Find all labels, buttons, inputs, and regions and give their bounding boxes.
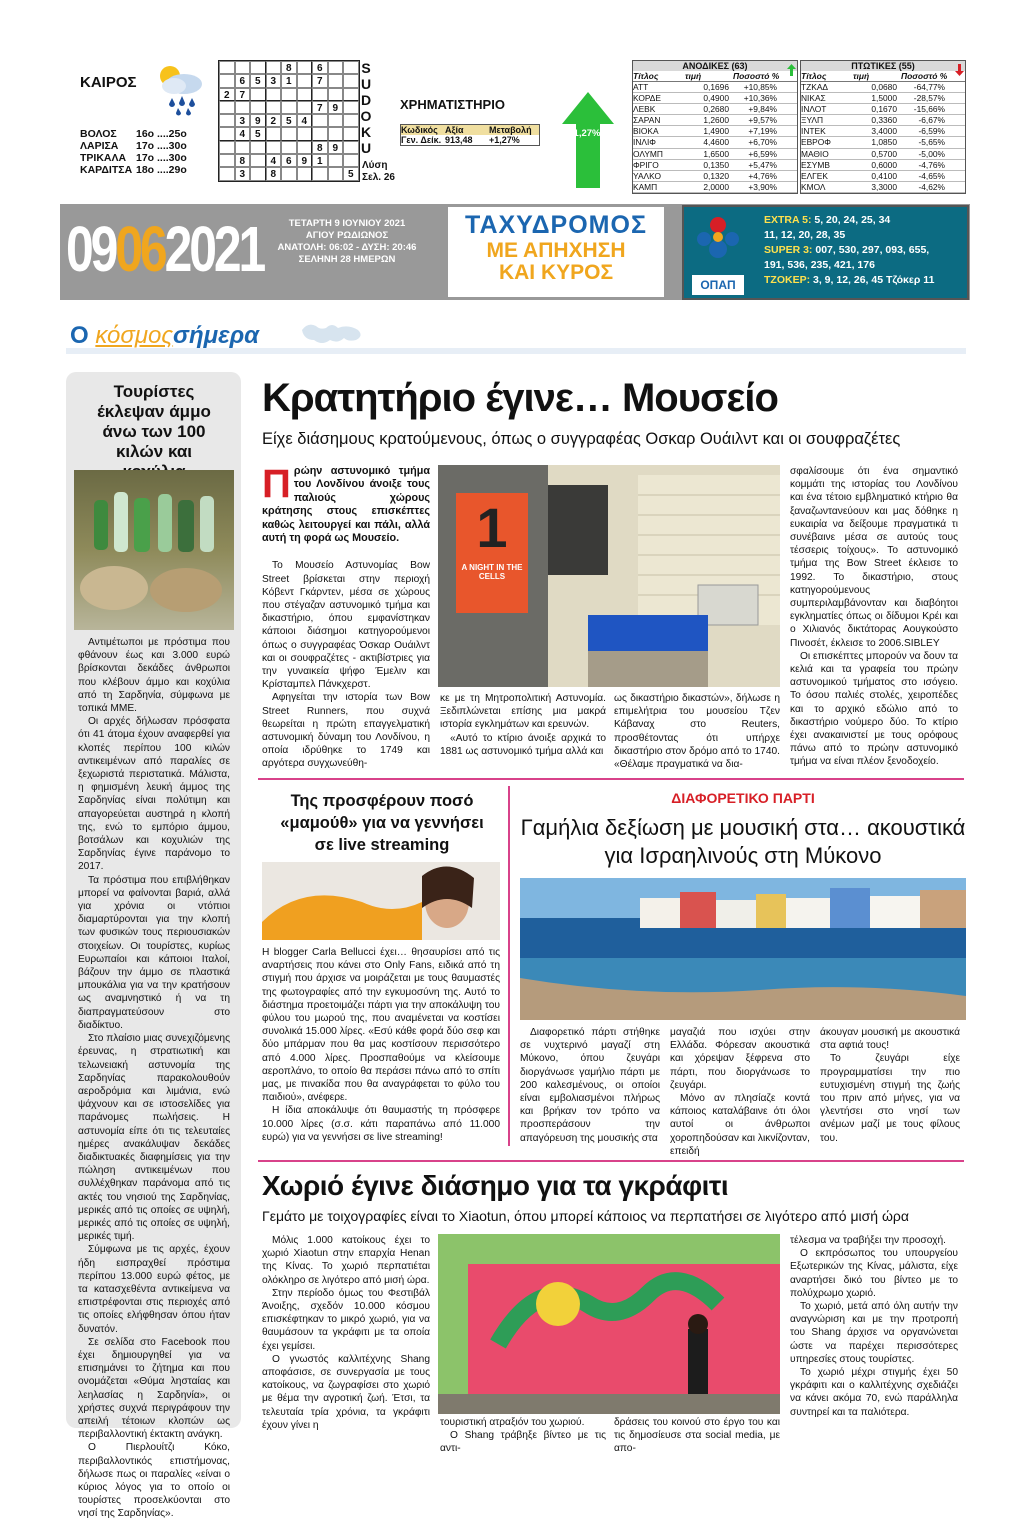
main-subhead: Είχε διάσημους κρατούμενους, όπως ο συγγραφέας Οσκαρ Ουάιλντ και οι σουφραζέτες: [262, 430, 901, 448]
sudoku-cell: 4: [235, 127, 251, 140]
party-col2: μαγαζιά που ισχύει στην Ελλάδα. Φόρεσαν ακουστικά και χόρεψαν ξέφρενα στο πάρτι, που διοργάνωσε το ζευγάρι. Μόνο αν πλησίαζε κοντά κάποιος καταλάβαινε ότι όλοι αυτοί οι άνθρωποι χοροπηδούσαν και λικνίζονταν, επειδή: [670, 1027, 810, 1157]
rising-stock-row: ΦΡΙΓΟ 0,1350 +5,47%: [633, 160, 797, 171]
section-header: Ο κόσμοςσήμερα: [66, 318, 966, 358]
masthead-box: [448, 207, 664, 297]
main-lead: Πρώην αστυνομικό τμήμα του Λονδίνου άνοιξε τους παλιούς χώρους κράτησης στους επισκέπτες καθώς λειτουργεί και πάλι, αλλά αυτή τη φορά ως Μουσείο.: [262, 462, 430, 545]
sudoku-cell: [235, 101, 251, 114]
graffiti-col3: δράσεις του κοινού στο έργο του και τις δημοσίευσε στα social media, με απο-: [614, 1417, 780, 1455]
party-col3: άκουγαν μουσική με ακουστικά στα αφτιά τους! Το ζευγάρι είχε προγραμματίσει την πιο ευτυχισμένη στιγμή της ζωής του πριν από μήνες, για να γλεντήσει στο νησί των ανέμων μαζί με τους φίλους του.: [820, 1027, 960, 1144]
sudoku-cell: 6: [281, 154, 297, 167]
weather-row: ΒΟΛΟΣ 16ο ....25ο: [80, 128, 187, 140]
sudoku-cell: 5: [250, 74, 266, 87]
blogger-title: Της προσφέρουν ποσό «μαμούθ» για να γεννήσει σε live streaming: [280, 792, 484, 854]
sudoku-cell: [281, 127, 297, 140]
sudoku-cell: 3: [266, 74, 282, 87]
sudoku-cell: [343, 127, 359, 140]
sudoku-cell: [266, 88, 282, 101]
sudoku-cell: 8: [266, 167, 282, 180]
blogger-photo: [262, 862, 500, 940]
graffiti-photo: [438, 1234, 780, 1414]
sudoku-cell: [297, 101, 313, 114]
sudoku-solution-ref: Λύση Σελ. 26: [362, 160, 395, 183]
weather-list: [80, 128, 187, 176]
sudoku-cell: [343, 61, 359, 74]
sudoku-cell: [343, 154, 359, 167]
sudoku-cell: [297, 141, 313, 154]
rising-stock-row: ΒΙΟΚΑ 1,4900 +7,19%: [633, 126, 797, 137]
sudoku-cell: 8: [312, 141, 328, 154]
sudoku-cell: [297, 74, 313, 87]
weather-title: ΚΑΙΡΟΣ: [80, 74, 137, 91]
sudoku-cell: [266, 61, 282, 74]
issue-date: 09062021: [66, 213, 264, 285]
sudoku-cell: 2: [266, 114, 282, 127]
rising-stock-row: ΣΑΡΑΝ 1,2600 +9,57%: [633, 115, 797, 126]
opap-logo-icon: [692, 213, 744, 265]
sudoku-cell: [250, 167, 266, 180]
main-col1: Το Μουσείο Αστυνομίας Bow Street βρίσκεται στην περιοχή Κόβεντ Γκάρντεν, μέσα σε χώρους που στέγαζαν αστυνομικό τμήμα και δικαστήριο, όπου εμφανίστηκαν κάποιοι διάσημοι κατηγορούμενοι όπως ο συγγραφέας Όσκαρ Ουάιλντ και οι σουφραζέτες - ακτιβίστριες για την γυναικεία ψήφο Έμελιν και Κρίσταμπελ Πάνκχερστ. Αφηγείται την ιστορία των Bow Street Runners, που συχνά θεωρείται η πρώτη επαγγελματική αστυνομική δύναμη του Λονδίνου, η οποία ιδρύθηκε το 1749 και αργότερα συγχωνεύθη-: [262, 560, 430, 770]
sudoku-side-label: S U D O K U: [360, 60, 372, 156]
sudoku-cell: [297, 61, 313, 74]
sudoku-cell: 5: [281, 114, 297, 127]
sudoku-cell: 1: [312, 154, 328, 167]
sudoku-cell: [219, 141, 235, 154]
rising-stock-row: ΛΕΒΚ 0,2680 +9,84%: [633, 104, 797, 115]
rising-stocks-table: [632, 60, 798, 194]
divider: [508, 786, 510, 1146]
sudoku-cell: 7: [312, 101, 328, 114]
graffiti-col4: τέλεσμα να τραβήξει την προσοχή. Ο εκπρόσωπος του υπουργείου Εξωτερικών της Κίνας, μάλιστα, είχε αναρτήσει δικό του βίντεο με το πολύχρωμο χωριό. Το χωριό, μετά από όλη αυτήν την αναγνώριση και με την προτροπή του Shang άρχισε να οργανώνεται ώστε να παρέχει περισσότερες υπηρεσίες στους τουρίστες. Το χωριό μέχρι στιγμής έχει 50 γκράφιτι και ο καλλιτέχνης σχεδιάζει να κάνει ακόμα 70, ενώ παράλληλα συντηρεί και τα παλιότερα.: [790, 1235, 958, 1418]
rising-stock-row: ΥΑΛΚΟ 0,1320 +4,76%: [633, 171, 797, 182]
general-index-table: [400, 124, 540, 146]
party-title: Γαμήλια δεξίωση με μουσική στα… ακουστικά για Ισραηλινούς στη Μύκονο: [520, 815, 966, 868]
sudoku-cell: 8: [281, 61, 297, 74]
graffiti-col2: τουριστική ατραξιόν του χωριού. Ο Shang τράβηξε βίντεο με τις αντι-: [440, 1417, 606, 1455]
sudoku-cell: [250, 88, 266, 101]
falling-stock-row: ΕΒΡΟΦ 1,0850 -5,65%: [801, 137, 965, 148]
sudoku-cell: 7: [312, 74, 328, 87]
sudoku-cell: [343, 101, 359, 114]
red-down-icon: [955, 64, 964, 76]
falling-col-headers: Τίτλος τιμή Ποσοστό %: [801, 71, 965, 82]
sudoku-cell: 5: [343, 167, 359, 180]
sudoku-cell: [343, 141, 359, 154]
sudoku-cell: [328, 61, 344, 74]
weather-row: ΚΑΡΔΙΤΣΑ 18ο ....29ο: [80, 164, 187, 176]
sudoku-cell: [312, 114, 328, 127]
falling-stock-row: ΚΜΟΛ 3,3000 -4,62%: [801, 182, 965, 193]
general-index-header: Κωδικός Αξία Μεταβολή: [401, 125, 539, 135]
index-change-label: +1,27%: [568, 128, 601, 139]
sudoku-cell: [281, 167, 297, 180]
falling-stock-row: ΙΝΤΕΚ 3,4000 -6,59%: [801, 126, 965, 137]
main-col2: κε με τη Μητροπολιτική Αστυνομία. Ξεδιπλώνεται επίσης μια μακρά ιστορία εγκλημάτων και ερευνών. «Αυτό το κτίριο άνοιξε αρχικά το 1881 ως αστυνομικό τμήμα αλλά και: [440, 693, 606, 757]
sudoku-cell: [219, 167, 235, 180]
falling-stock-row: ΙΝΛΟΤ 0,1670 -15,66%: [801, 104, 965, 115]
general-index-row: Γεν. Δείκ. 913,48 +1,27%: [401, 135, 520, 145]
sudoku-cell: [343, 74, 359, 87]
sudoku-cell: 1: [281, 74, 297, 87]
falling-stock-row: ΝΙΚΑΣ 1,5000 -28,57%: [801, 93, 965, 104]
sidebar-body: Αντιμέτωποι με πρόστιμα που φθάνουν έως και 3.000 ευρώ βρίσκονται δεκάδες άνθρωποι που κλέβουν άμμο και κοχύλια από τη Σαρδηνία, σύμφωνα με τοπικά ΜΜΕ. Οι αρχές δήλωσαν πρόσφατα ότι 41 άτομα έχουν αναφερθεί για κλοπές περίπου 100 κιλών αντικειμένων από παραλίες σε ξεχωριστά περιστατικά. Μάλιστα, η φημισμένη λευκή άμμος της Σαρδηνίας είναι πολύτιμη και απαγορεύεται αυστηρά η κλοπή της, ενώ το εμπόριο άμμου, βοτσάλων και κοχυλιών της Σαρδηνίας έγινε παράνομο το 2017. Τα πρόστιμα που επιβλήθηκαν μπορεί να φαίνονται βαριά, αλλά για χρόνια οι ντόπιοι διαμαρτύρονται για την κλοπή των φυσικών τους περιουσιακών στοιχείων. Οι τουρίστες, κυρίως Ευρωπαίοι και κάποιοι Ιταλοί, βάζουν την άμμο σε πλαστικά μπουκάλια για να την κρατήσουν ως αναμνηστικό ή να τη διαπραγματεύσουν στο διαδίκτυο. Στο πλαίσιο μιας συνεχιζόμενης έρευνας, η στρατιωτική και τελωνειακή αστυνομία της Σαρδηνίας παρακολουθούν αεροδρόμια και λιμάνια, ενώ ψάχνουν και σε ιστοσελίδες για παράνομες πωλήσεις. Η αστυνομία είπε ότι τις τελευταίες ημέρες ανακάλυψαν δεκάδες διαδικτυακές διαφημίσεις για την πώληση αντικειμένων που συλλέχθηκαν παράνομα από τις ακτές του νησιού της Σαρδηνίας, μερικές από τις οποίες σε υψηλή, μερικές από τις οποίες σε υψηλή, μερικές τιμή. Σύμφωνα με τις αρχές, έχουν ήδη εισπραχθεί πρόστιμα περίπου 13.000 ευρώ φέτος, με τα κατασχεθέντα αντικείμενα να επιστρέφονται στις περιοχές από τις οποίες ελήφθησαν όπου ήταν δυνατόν. Σε σελίδα στο Facebook που έχει δημιουργηθεί για να επισημάνει το ζήτημα και που ονομάζεται «Θύμα λησταίας και λεηλασίας η Σαρδηνία», οι χρήστες συχνά περιγράφουν την απειλή τέτοιων κλοπών ως περιβαλλοντική έκτακτη ανάγκη. Ο Πιερλουίτζι Κόκο, περιβαλλοντικός επιστήμονας, δήλωσε πως οι παραλίες «είναι ο κύριος λόγος για το οποίο οι τουρίστες προσελκύονται στο νησί της Σαρδηνίας».: [78, 637, 230, 1520]
masthead-sub2: ΚΑΙ ΚΥΡΟΣ: [498, 261, 614, 284]
sudoku-cell: [297, 88, 313, 101]
sudoku-cell: [297, 127, 313, 140]
main-headline: Κρατητήριο έγινε… Μουσείο: [262, 376, 778, 420]
falling-stocks-table: [800, 60, 966, 194]
sudoku-cell: [219, 154, 235, 167]
sudoku-cell: [281, 141, 297, 154]
rain-cloud-icon: [150, 62, 210, 118]
sudoku-cell: [219, 114, 235, 127]
party-kicker: ΔΙΑΦΟΡΕΤΙΚΟ ΠΑΡΤΙ: [671, 790, 815, 806]
falling-stock-row: ΕΛΓΕΚ 0,4100 -4,65%: [801, 171, 965, 182]
world-map-icon: [298, 318, 368, 352]
blogger-body: Η blogger Carla Bellucci έχει… θησαυρίσει από τις αναρτήσεις που κάνει στο Only Fans, ειδικά από τη στιγμή που άρχισε να μοιράζεται με τους θαυμαστές της φωτογραφίες από την εγκυμοσύνη της. Αυτό το διάστημα προετοιμάζει πάρτι για την αποκάλυψη του φύλου του μωρού της, που αναμένεται να κοστίσει συνολικά 15.000 λίρες. «Εσύ κάθε φορά δύο σεφ και δύο μπάρμαν που θα μας κοστίσουν περισσότερο από 4.000 λίρες. Προσπαθούμε να κλείσουμε αεροπλάνο, το οποίο θα περάσει πάνω από το σπίτι μας, με πινακίδα που θα αναγράφεται το φύλο του παιδιού», ανέφερε. Η ίδια αποκάλυψε ότι θαυμαστής τη πρόσφερε 10.000 λίρες (σ.σ. κάτι παραπάνω από 11.000 ευρώ) για να γεννήσει σε live streaming!: [262, 947, 500, 1143]
falling-stock-row: ΜΑΘΙΟ 0,5700 -5,00%: [801, 149, 965, 160]
weather-row: ΛΑΡΙΣΑ 17ο ....30ο: [80, 140, 187, 152]
sudoku-cell: 3: [235, 114, 251, 127]
sudoku-cell: 9: [250, 114, 266, 127]
sudoku-cell: [219, 101, 235, 114]
falling-stock-row: ΕΣΥΜΒ 0,6000 -4,76%: [801, 160, 965, 171]
sudoku-cell: [250, 101, 266, 114]
falling-header: ΠΤΩΤΙΚΕΣ (55): [801, 61, 965, 71]
sudoku-cell: [328, 114, 344, 127]
weather-box: [70, 62, 215, 197]
sudoku-cell: [250, 141, 266, 154]
sand-bottles-photo: [74, 470, 234, 630]
date-info: ΤΕΤΑΡΤΗ 9 ΙΟΥΝΙΟΥ 2021 ΑΓΙΟΥ ΡΩΔΙΩΝΟΣ ΑΝΑΤΟΛΗ: 06:02 - ΔΥΣΗ: 20:46 ΣΕΛΗΝΗ 28 ΗΜΕΡΩΝ: [277, 218, 417, 265]
cell-sign: 1 A NIGHT IN THE CELLS: [456, 493, 528, 613]
graffiti-subhead: Γεμάτο με τοιχογραφίες είναι το Xiaotun, όπου μπορεί κάποιος να περπατήσει σε λιγότερο από μισή ώρα: [262, 1208, 909, 1224]
sudoku-cell: [328, 127, 344, 140]
jail-cell-photo: [438, 465, 780, 687]
sudoku-cell: [250, 154, 266, 167]
rising-header: ΑΝΟΔΙΚΕΣ (63): [633, 61, 797, 71]
sudoku-cell: 8: [235, 154, 251, 167]
sudoku-cell: [312, 127, 328, 140]
main-col4: σφαλίσουμε ότι ένα σημαντικό κομμάτι της ιστορίας του Λονδίνου και ένα τέτοιο εμβληματικό κτήριο θα ξαναζωντανεύουν και μας δόθηκε η ευκαιρία να δείξουμε πραγματικά τι συνέβαινε μέσα σε αυτούς τους τέσσερις τοίχους». Το αστυνομικό τμήμα της Bow Street έκλεισε το 1992. Το δικαστήριο, στους κατηγορούμενους συμπεριλαμβάνονταν και διαβόητοι εγκληματίες όπως οι δίδυμοι Κρέι και ο Χιλιανός δικτάτορας Αουγκούστο Πινοσέτ, έκλεισε το 2006.SIBLEY Οι επισκέπτες μπορούν να δουν τα κελιά και τα γραφεία του πρώην αστυνομικού τμήματος στο ισόγειο. Το όσου παλιές στολές, χειροπέδες και το αρχικό εδώλιο από το δικαστήριο νούμερο δύο. Το κτίριο έχει ανακαινιστεί με τους ορόφους πάνω από το πρώην αστυνομικό τμήμα να είναι πλέον ξενοδοχείο.: [790, 466, 958, 768]
sudoku-cell: [266, 101, 282, 114]
sudoku-cell: [328, 167, 344, 180]
main-col3: ως δικαστήριο δικαστών», δήλωσε η επιμελήτρια του μουσείου Τζεν Κάβαναχ στο Reuters, προσθέτοντας ότι υπήρχε δικαστήριο στον δρόμο από το 1740. «Θέλαμε πραγματικά να δια-: [614, 693, 780, 771]
sudoku-cell: [343, 114, 359, 127]
sudoku-cell: 4: [266, 154, 282, 167]
sudoku-cell: [328, 154, 344, 167]
rising-stock-row: ΟΛΥΜΠ 1,6500 +6,59%: [633, 149, 797, 160]
sudoku-cell: [281, 88, 297, 101]
sudoku-cell: [235, 61, 251, 74]
sudoku-cell: [312, 167, 328, 180]
rising-stock-row: ΙΝΛΙΦ 4,4600 +6,70%: [633, 137, 797, 148]
sudoku-grid: [218, 60, 360, 182]
sudoku-cell: [343, 88, 359, 101]
graffiti-headline: Χωριό έγινε διάσημο για τα γκράφιτι: [262, 1170, 729, 1201]
sidebar-title: Τουρίστες έκλεψαν άμμο άνω των 100 κιλών και: [97, 382, 211, 461]
sidebar-sand: [66, 372, 241, 1520]
stock-title: ΧΡΗΜΑΤΙΣΤΗΡΙΟ: [400, 97, 505, 112]
sudoku-cell: 7: [235, 88, 251, 101]
sudoku-cell: 2: [219, 88, 235, 101]
divider: [258, 1160, 964, 1162]
masthead-title: ΤΑΧΥΔΡΟΜΟΣ: [465, 211, 647, 239]
up-arrow-icon: [562, 92, 614, 188]
sudoku-cell: [281, 101, 297, 114]
party-col1: Διαφορετικό πάρτι στήθηκε σε νυχτερινό μαγαζί στη Μύκονο, όπου ζευγάρι διοργάνωσε γαμήλιο πάρτι με 200 καλεσμένους, οι οποίοι είναι εμβολιασμένοι πλήρως και βρήκαν τον τρόπο να προσπεράσουν την απαγόρευση της μουσικής στα: [520, 1027, 660, 1144]
masthead-sub1: ΜΕ ΑΠΗΧΗΣΗ: [486, 239, 626, 262]
main-lead-col: [262, 462, 430, 771]
sudoku-cell: 3: [235, 167, 251, 180]
graffiti-col1: Μόλις 1.000 κατοίκους έχει το χωριό Xiaotun στην επαρχία Henan της Κίνας. Το χωριό περπατιέται ολόκληρο σε λιγότερο από μισή ώρα. Στην περίοδο όμως του Φεστιβάλ Άνοιξης, σχεδόν 10.000 κόσμου επισκέφτηκαν το μικρό χωριό, για να θαυμάσουν τα γκράφιτι με τα οποία έχει γεμίσει. Ο γνωστός καλλιτέχνης Shang αποφάσισε, σε συνεργασία με τους κατοίκους, να ζωγραφίσει στο χωριό με θέμα την αγροτική ζωή. Έτσι, τα τελευταία τρία χρόνια, τα γκράφιτι έχουν γίνει η: [262, 1235, 430, 1431]
sudoku-cell: [250, 61, 266, 74]
rising-stock-row: ΑΤΤ 0,1696 +10,85%: [633, 82, 797, 93]
weather-row: ΤΡΙΚΑΛΑ 17ο ....30ο: [80, 152, 187, 164]
green-up-icon: [787, 64, 796, 76]
sudoku-cell: 9: [328, 101, 344, 114]
sudoku-cell: 9: [297, 154, 313, 167]
sudoku-cell: 6: [312, 61, 328, 74]
sudoku-cell: [219, 61, 235, 74]
sudoku-cell: [235, 141, 251, 154]
sudoku-cell: 6: [235, 74, 251, 87]
sudoku-cell: 4: [297, 114, 313, 127]
rising-col-headers: Τίτλος τιμή Ποσοστό %: [633, 71, 797, 82]
divider: [258, 778, 964, 780]
sudoku-cell: [219, 127, 235, 140]
falling-stock-row: ΤΖΚΑΔ 0,0680 -64,77%: [801, 82, 965, 93]
sudoku-cell: [266, 127, 282, 140]
sudoku-cell: [328, 74, 344, 87]
opap-results: EXTRA 5: 5, 20, 24, 25, 34 11, 12, 20, 28, 35 SUPER 3: 007, 530, 297, 093, 655, 191, 536, 235, 421, 176 ΤΖΟΚΕΡ: 3, 9, 12, 26, 45 Τζόκερ 11: [764, 214, 935, 286]
sudoku-cell: 9: [328, 141, 344, 154]
opap-box: [682, 205, 969, 300]
sudoku-cell: [297, 167, 313, 180]
sudoku-cell: 5: [250, 127, 266, 140]
mykonos-photo: [520, 878, 966, 1020]
sudoku-cell: [266, 141, 282, 154]
sudoku-cell: [219, 74, 235, 87]
sudoku-cell: [328, 88, 344, 101]
rising-stock-row: ΚΑΜΠ 2,0000 +3,90%: [633, 182, 797, 193]
falling-stock-row: ΞΥΛΠ 0,3360 -6,67%: [801, 115, 965, 126]
opap-logo-text: ΟΠΑΠ: [692, 275, 744, 295]
rising-stock-row: ΚΟΡΔΕ 0,4900 +10,36%: [633, 93, 797, 104]
sudoku-cell: [312, 88, 328, 101]
